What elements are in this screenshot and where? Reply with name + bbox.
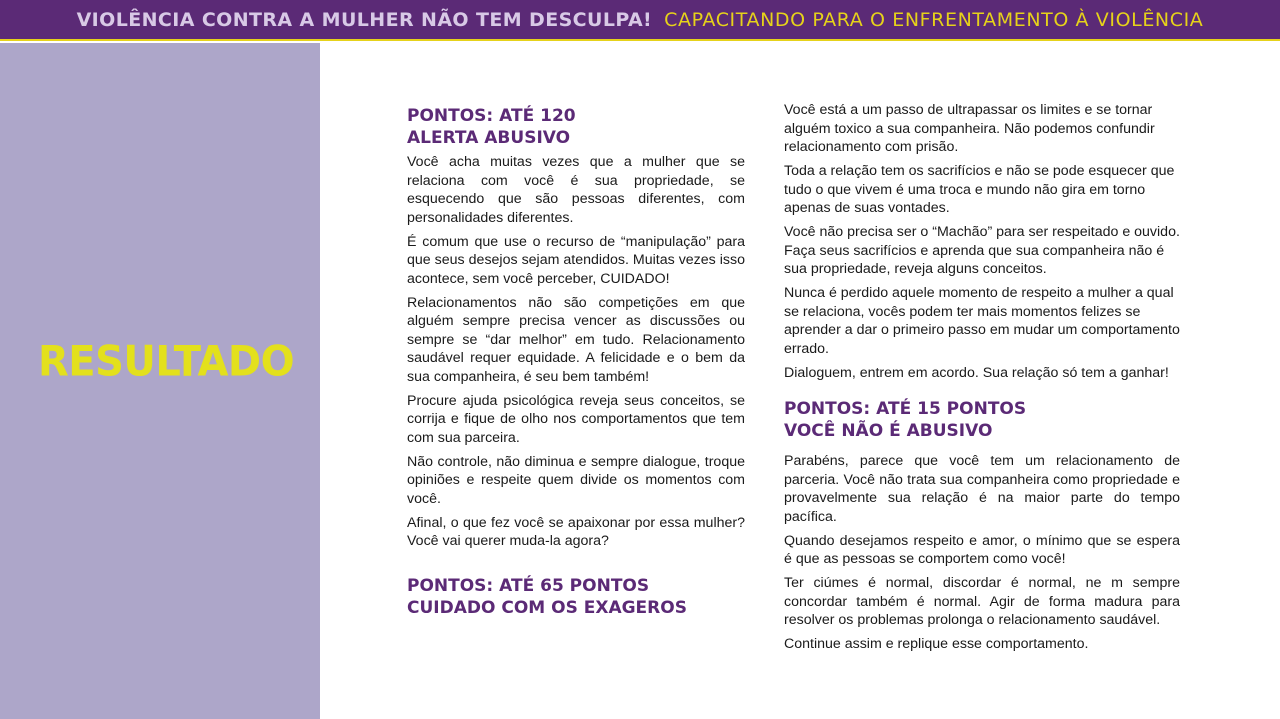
paragraph: Nunca é perdido aquele momento de respeito a mulher a qual se relaciona, vocês podem ter mais momentos felizes se aprender a dar o primeiro passo em mudar um comportamento errado. <box>784 285 1180 357</box>
heading-120-points: PONTOS: ATÉ 120 <box>407 106 576 126</box>
paragraph: Afinal, o que fez você se apaixonar por essa mulher? Você vai querer muda-la agora? <box>407 514 745 549</box>
paragraph: Dialoguem, entrem em acordo. Sua relação só tem a ganhar! <box>784 364 1169 381</box>
paragraph: Você está a um passo de ultrapassar os limites e se tornar alguém toxico a sua companheira. Não podemos confundir relacionamento com prisão. <box>784 102 1155 155</box>
heading-120 <box>407 105 745 149</box>
paragraph: Relacionamentos não são competições em que alguém sempre precisa vencer as discussões ou sempre se “dar melhor” em tudo. Relacionamento saudável requer equidade. A felicidade e o bem da sua companheira, é seu bem também! <box>407 294 745 385</box>
paragraph: Toda a relação tem os sacrifícios e não se pode esquecer que tudo o que vivem é uma troca e mundo não gira em torno apenas de suas vontades. <box>784 163 1175 216</box>
heading-65-points: PONTOS: ATÉ 65 PONTOS <box>407 575 650 596</box>
heading-65 <box>407 575 745 619</box>
header-title-secondary: CAPACITANDO PARA O ENFRENTAMENTO À VIOLÊNCIA <box>664 8 1204 31</box>
heading-120-title: ALERTA ABUSIVO <box>407 128 571 148</box>
paragraph: Você não precisa ser o “Machão” para ser respeitado e ouvido. Faça seus sacrifícios e aprenda que sua companheira não é sua propriedade, reveja alguns conceitos. <box>784 224 1180 277</box>
paragraph: Quando desejamos respeito e amor, o mínimo que se espera é que as pessoas se comportem como você! <box>784 532 1180 567</box>
heading-15 <box>784 398 1180 442</box>
left-column <box>407 105 745 619</box>
heading-65-title: CUIDADO COM OS EXAGEROS <box>407 597 687 618</box>
header-title-primary: VIOLÊNCIA CONTRA A MULHER NÃO TEM DESCULPA! <box>76 8 653 31</box>
section-15-body <box>784 452 1180 654</box>
result-label: RESULTADO <box>38 337 295 387</box>
paragraph: É comum que use o recurso de “manipulação” para que seus desejos sejam atendidos. Muitas vezes isso acontece, sem você perceber, CUIDADO! <box>407 233 745 287</box>
heading-15-points: PONTOS: ATÉ 15 PONTOS <box>784 399 1027 419</box>
header-banner <box>0 0 1280 41</box>
paragraph: Não controle, não diminua e sempre dialogue, troque opiniões e respeite quem divide os momentos com você. <box>407 453 745 507</box>
paragraph: Ter ciúmes é normal, discordar é normal, ne m sempre concordar também é normal. Agir de forma madura para resolver os problemas prolonga o relacionamento saudável. <box>784 575 1180 628</box>
paragraph: Você acha muitas vezes que a mulher que se relaciona com você é sua propriedade, se esquecendo que são pessoas diferentes, com personalidades diferentes. <box>407 154 745 226</box>
heading-15-title: VOCÊ NÃO É ABUSIVO <box>784 421 993 441</box>
right-column <box>784 101 1180 659</box>
sidebar-panel <box>0 43 320 719</box>
paragraph: Procure ajuda psicológica reveja seus conceitos, se corrija e fique de olho nos comportamentos que tem com sua parceira. <box>407 392 745 446</box>
paragraph: Continue assim e replique esse comportamento. <box>784 636 1089 652</box>
paragraph: Parabéns, parece que você tem um relacionamento de parceria. Você não trata sua companheira como propriedade e provavelmente sua relação é na maior parte do tempo pacífica. <box>784 453 1180 525</box>
